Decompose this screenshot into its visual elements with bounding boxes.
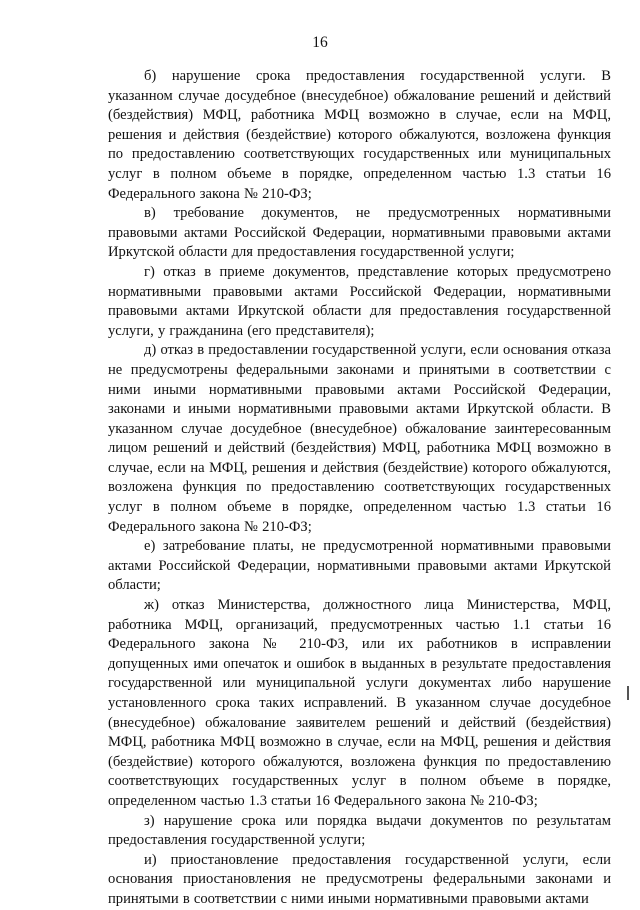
paragraph-g: г) отказ в приеме документов, представление которых предусмотрено нормативными правовыми актами Российской Федерации, нормативными правовыми актами Иркутской области для предоставления государственной услуги, у гражданина (его представителя);: [108, 263, 611, 339]
paragraph-d: д) отказ в предоставлении государственной услуги, если основания отказа не предусмотрены федеральными законами и принятыми в соответствии с ними иными нормативными правовыми актами Российской Федерации, законами и иными нормативными правовыми актами Иркутской области. В указанном случае досудебное (внесудебное) обжалование заинтересованным лицом решений и действий (бездействия) МФЦ, работника МФЦ возможно в случае, если на МФЦ, решения и действия (бездействие) которого обжалуются, возложена функция по предоставлению соответствующих государственных услуг в полном объеме в порядке, определенном частью 1.3 статьи 16 Федерального закона № 210-ФЗ;: [108, 342, 611, 535]
page-number: 16: [312, 34, 328, 51]
paragraph-e: е) затребование платы, не предусмотренной нормативными правовыми актами Российской Федерации, нормативными правовыми актами Иркутской области;: [108, 538, 611, 594]
paragraph-v: в) требование документов, не предусмотренных нормативными правовыми актами Российской Федерации, нормативными правовыми актами Иркутской области для предоставления государственной услуги;: [108, 205, 611, 261]
paragraph-zh: ж) отказ Министерства, должностного лица Министерства, МФЦ, работника МФЦ, организаций, предусмотренных частью 1.1 статьи 16 Федерального закона № 210-ФЗ, или их работников в исправлении допущенных ими опечаток и ошибок в выданных в результате предоставления государственной или муниципальной услуги документах либо нарушение установленного срока таких исправлений. В указанном случае досудебное (внесудебное) обжалование заявителем решений и действий (бездействия) МФЦ, работника МФЦ возможно в случае, если на МФЦ, решения и действия (бездействие) которого обжалуются, возложена функция по предоставлению соответствующих государственных услуг в полном объеме в порядке, определенном частью 1.3 статьи 16 Федерального закона № 210-ФЗ;: [108, 597, 611, 809]
paragraph-z: з) нарушение срока или порядка выдачи документов по результатам предоставления государственной услуги;: [108, 812, 611, 849]
paragraph-i: и) приостановление предоставления государственной услуги, если основания приостановления не предусмотрены федеральными законами и принятыми в соответствии с ними иными нормативными правовыми актами: [108, 851, 611, 907]
document-body: [108, 67, 611, 910]
paragraph-b: б) нарушение срока предоставления государственной услуги. В указанном случае досудебное (внесудебное) обжалование решений и действий (бездействия) МФЦ, работника МФЦ возможно в случае, если на МФЦ, решения и действия (бездействие) которого обжалуются, возложена функция по предоставлению соответствующих государственных или муниципальных услуг в полном объеме в порядке, определенном частью 1.3 статьи 16 Федерального закона № 210-ФЗ;: [108, 68, 611, 202]
margin-mark: [627, 686, 629, 700]
